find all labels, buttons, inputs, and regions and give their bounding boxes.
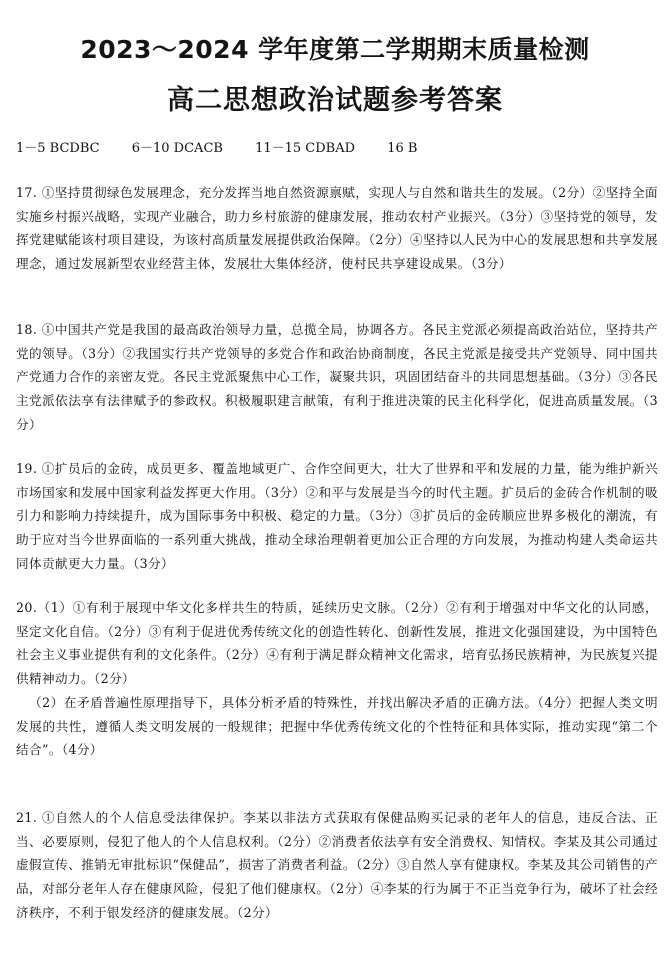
answer-key-1-5: 1－5 BCDBC: [16, 141, 100, 156]
answer-20-part-1: 20.（1）①有利于展现中华文化多样共生的特质，延续历史文脉。（2分）②有利于增强对中华文化的认同感，坚定文化自信。（2分）③有利于促进优秀传统文化的创造性转化、创新性发展，推进文化强国建设，为中国特色社会主义事业提供有利的文化条件。（2分）④有利于满足群众精神文化需求，培育弘扬民族精神，为民族复兴提供精神动力。（2分）: [16, 600, 658, 687]
answer-17: [16, 181, 658, 276]
answer-19: [16, 457, 658, 576]
choice-answer-keys: [16, 137, 445, 156]
answer-20-part-2: （2）在矛盾普遍性原理指导下，具体分析矛盾的特殊性，并找出解决矛盾的正确方法。（4分）把握人类文明发展的共性，遵循人类文明发展的一般规律；把握中华优秀传统文化的个性特征和具体实际，推动实现“第二个结合”。（4分）: [16, 694, 658, 758]
answer-21-text: 21. ①自然人的个人信息受法律保护。李某以非法方式获取有保健品购买记录的老年人的信息，违反合法、正当、必要原则，侵犯了他人的个人信息权利。（2分）②消费者依法享有安全消费权、知情权。李某及其公司通过虚假宣传、推销无审批标识“保健品”，损害了消费者利益。（2分）③自然人享有健康权。李某及其公司销售的产品，对部分老年人存在健康风险，侵犯了他们健康权。（2分）④李某的行为属于不正当竞争行为，破坏了社会经济秩序，不利于银发经济的健康发展。（2分）: [16, 810, 658, 920]
answer-19-text: 19. ①扩员后的金砖，成员更多、覆盖地域更广、合作空间更大，壮大了世界和平和发展的力量，能为维护新兴市场国家和发展中国家利益发挥更大作用。（3分）②和平与发展是当今的时代主题。扩员后的金砖合作机制的吸引力和影响力持续提升，成为国际事务中积极、稳定的力量。（3分）③扩员后的金砖顺应世界多极化的潮流，有助于应对当今世界面临的一系列重大挑战，推动全球治理朝着更加公正合理的方向发展，为推动构建人类命运共同体贡献更大力量。（3分）: [16, 461, 658, 571]
answer-key-11-15: 11－15 CDBAD: [255, 141, 356, 156]
document-subtitle: 高二思想政治试题参考答案: [167, 85, 503, 116]
answer-18-text: 18. ①中国共产党是我国的最高政治领导力量，总揽全局，协调各方。各民主党派必须提高政治站位，坚持共产党的领导。（3分）②我国实行共产党领导的多党合作和政治协商制度，各民主党派是接受共产党领导、同中国共产党通力合作的亲密友党。各民主党派聚焦中心工作，凝聚共识，巩固团结奋斗的共同思想基础。（3分）③各民主党派依法享有法律赋予的参政权。积极履职建言献策，有利于推进决策的民主化科学化，促进高质量发展。（3分）: [16, 322, 658, 432]
answer-20: [16, 596, 658, 762]
answer-17-text: 17. ①坚持贯彻绿色发展理念，充分发挥当地自然资源禀赋，实现人与自然和谐共生的发展。（2分）②坚持全面实施乡村振兴战略，实现产业融合，助力乡村旅游的健康发展，推动农村产业振兴。（3分）③坚持党的领导，发挥党建赋能该村项目建设，为该村高质量发展提供政治保障。（2分）④坚持以人民为中心的发展思想和共享发展理念，通过发展新型农业经营主体，发展壮大集体经济，使村民共享建设成果。（3分）: [16, 185, 658, 272]
answer-21: [16, 806, 658, 925]
answer-18: [16, 318, 658, 437]
document-title: 2023～2024 学年度第二学期期末质量检测: [80, 35, 590, 64]
answer-key-16: 16 B: [387, 141, 418, 156]
answer-key-6-10: 6－10 DCACB: [131, 141, 223, 156]
